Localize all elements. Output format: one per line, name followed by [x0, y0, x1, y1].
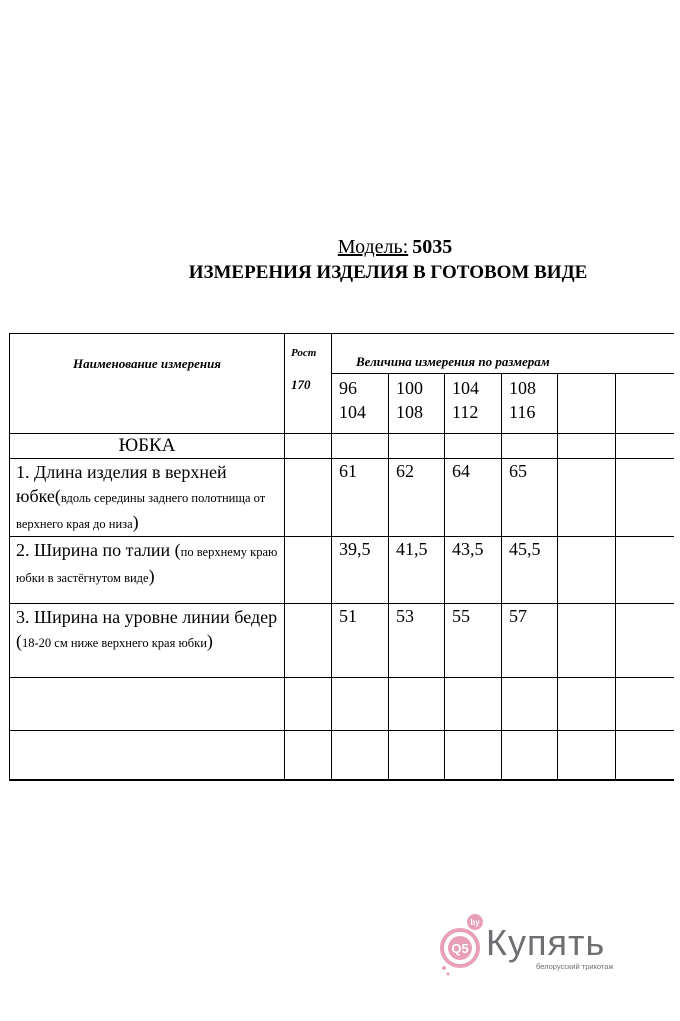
size-cell: [445, 374, 502, 434]
header-height-cell: [285, 334, 332, 434]
empty-cell: [502, 678, 558, 731]
height-value-cell: [285, 604, 332, 678]
empty-cell: [285, 678, 332, 731]
size-top: 108: [509, 378, 536, 398]
header-name-cell: [10, 334, 285, 434]
measurement-close: ): [132, 512, 139, 532]
header-name-label: Наименование измерения: [73, 356, 221, 371]
measurement-name: 2. Ширина по талии (: [16, 540, 181, 560]
empty-cell: [616, 434, 674, 459]
brand-logo: [438, 910, 638, 980]
brand-badge-sup: by: [470, 918, 480, 927]
value-cell: 62: [389, 459, 445, 537]
size-top: 104: [452, 378, 479, 398]
size-bottom: 104: [339, 402, 366, 422]
value-cell: [558, 459, 616, 537]
value-cell: 64: [445, 459, 502, 537]
measurement-label-cell: [10, 537, 285, 604]
document-title: ИЗМЕРЕНИЯ ИЗДЕЛИЯ В ГОТОВОМ ВИДЕ: [188, 262, 588, 283]
empty-cell: [285, 731, 332, 780]
empty-cell: [285, 434, 332, 459]
value-cell: [558, 604, 616, 678]
header-sizes-label: Величина измерения по размерам: [356, 354, 550, 369]
measurement-name: 3. Ширина на уровне линии бедер (: [16, 607, 278, 651]
empty-cell: [558, 678, 616, 731]
size-cell: [616, 374, 674, 434]
header-height-value: 170: [291, 377, 311, 392]
size-top: 96: [339, 378, 357, 398]
value-cell: 53: [389, 604, 445, 678]
size-cell: [389, 374, 445, 434]
section-title-cell: [10, 434, 285, 459]
model-line: [0, 236, 680, 259]
value-cell: 61: [332, 459, 389, 537]
value-cell: [616, 604, 674, 678]
measurement-note: по верхнему краю юбки в застёгнутом виде: [16, 545, 278, 585]
value-cell: 65: [502, 459, 558, 537]
empty-cell: [332, 434, 389, 459]
header-height-label: Рост: [291, 347, 317, 359]
empty-cell: [616, 731, 674, 780]
value-cell: [558, 537, 616, 604]
value-cell: 43,5: [445, 537, 502, 604]
size-top: 100: [396, 378, 423, 398]
value-cell: 51: [332, 604, 389, 678]
brand-name: Купять: [486, 922, 606, 963]
measurement-label-cell: [10, 604, 285, 678]
empty-cell: [332, 731, 389, 780]
size-bottom: 112: [452, 402, 479, 422]
measurement-note: вдоль середины заднего полотнища от верхнего края до низа: [16, 491, 266, 531]
header-sizes-cell: [332, 334, 674, 374]
height-value-cell: [285, 537, 332, 604]
size-bottom: 116: [509, 402, 536, 422]
section-title: ЮБКА: [118, 435, 176, 456]
empty-cell: [502, 434, 558, 459]
height-value-cell: [285, 459, 332, 537]
empty-cell: [445, 678, 502, 731]
brand-badge-text: Q5: [451, 941, 469, 956]
empty-cell: [502, 731, 558, 780]
empty-cell: [389, 434, 445, 459]
value-cell: 55: [445, 604, 502, 678]
measurement-note: 18-20 см ниже верхнего края юбки: [22, 636, 207, 650]
model-number: 5035: [412, 236, 453, 258]
empty-cell: [558, 731, 616, 780]
measurement-name: 1. Длина изделия в верхней юбке(: [16, 462, 227, 506]
empty-cell: [616, 678, 674, 731]
empty-cell: [389, 678, 445, 731]
brand-tagline: белорусский трикотаж: [536, 962, 614, 971]
empty-cell: [332, 678, 389, 731]
empty-cell: [10, 731, 285, 780]
measurement-close: ): [206, 631, 213, 651]
size-cell: [558, 374, 616, 434]
empty-cell: [10, 678, 285, 731]
measurement-label-cell: [10, 459, 285, 537]
measurement-close: ): [148, 566, 155, 586]
value-cell: 41,5: [389, 537, 445, 604]
size-cell: [502, 374, 558, 434]
empty-cell: [558, 434, 616, 459]
size-cell: [332, 374, 389, 434]
value-cell: [616, 537, 674, 604]
empty-cell: [445, 434, 502, 459]
empty-cell: [389, 731, 445, 780]
empty-cell: [445, 731, 502, 780]
value-cell: 39,5: [332, 537, 389, 604]
size-bottom: 108: [396, 402, 423, 422]
value-cell: 45,5: [502, 537, 558, 604]
value-cell: [616, 459, 674, 537]
value-cell: 57: [502, 604, 558, 678]
model-label: Модель:: [337, 236, 409, 258]
measurements-table: [9, 333, 674, 781]
